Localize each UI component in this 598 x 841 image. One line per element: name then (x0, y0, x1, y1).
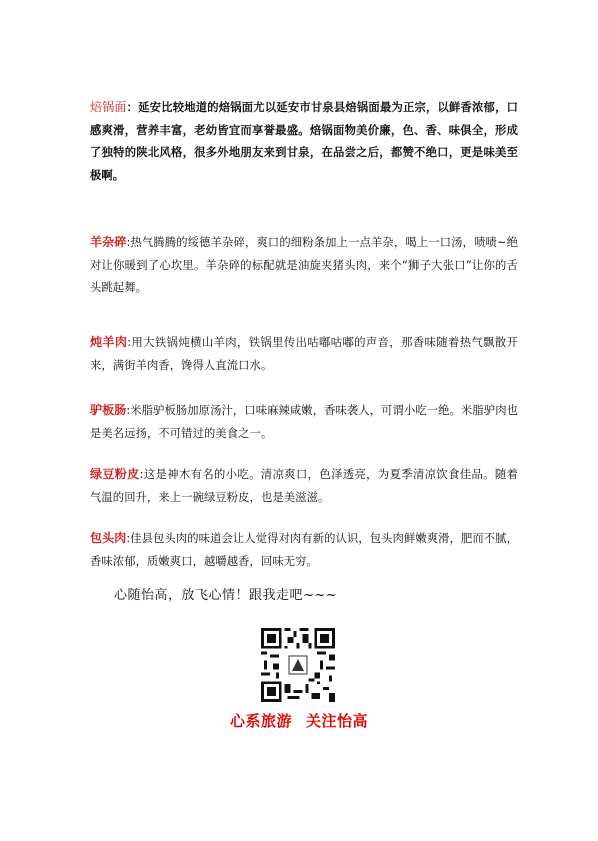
food-name: 羊杂碎 (90, 235, 127, 249)
food-description: 米脂驴板肠加原汤汁，口味麻辣咸嫩，香味袭人，可谓小吃一绝。米脂驴肉也是美名远扬，不可错过的美食之一。 (90, 404, 518, 440)
separator: : (126, 404, 131, 417)
closing-line: 心随怡高，放飞心情！跟我走吧~~~ (114, 588, 338, 603)
food-name: 炖羊肉 (90, 335, 128, 349)
food-name: 绿豆粉皮 (90, 467, 140, 481)
slogan-left: 心系旅游 (229, 712, 292, 730)
food-entry-yangzasui (90, 231, 518, 300)
food-entry-lubanchang (90, 399, 518, 445)
food-description: 用大铁锅炖横山羊肉，铁锅里传出咕嘟咕嘟的声音，那香味随着热气飘散开来，满街羊肉香，馋得人直流口水。 (90, 336, 518, 372)
food-name: 驴板肠 (90, 403, 127, 417)
food-description: 热气腾腾的绥德羊杂碎，爽口的细粉条加上一点羊杂，喝上一口汤，啧啧~绝对让你暖到了心坎里。羊杂碎的标配就是油旋夹猪头肉，来个“狮子大张口”让你的舌头跳起舞。 (90, 236, 518, 294)
separator: : (126, 532, 131, 545)
food-entry-lvdoufenpi (90, 463, 518, 509)
food-description: 延安比较地道的焙锅面尤以延安市甘泉县焙锅面最为正宗，以鲜香浓郁，口感爽滑，营养丰富，老幼皆宜而享誉最盛。焙锅面物美价廉，色、香、味俱全，形成了独特的陕北风格，很多外地朋友来到甘泉，在品尝之后，都赞不绝口，更是味美至极啊。 (90, 101, 518, 182)
footer-slogan (0, 710, 598, 731)
food-entry-baotourou (90, 527, 518, 573)
food-name: 焙锅面 (90, 100, 127, 114)
qr-code-icon (261, 628, 335, 702)
food-entry-dunyangrou (90, 331, 518, 377)
food-description: 佳县包头肉的味道会让人觉得对肉有新的认识，包头肉鲜嫩爽滑，肥而不腻，香味浓郁，质嫩爽口，越嚼越香，回味无穷。 (90, 532, 518, 568)
separator: : (139, 468, 144, 481)
slogan-right: 关注怡高 (306, 712, 369, 730)
food-name: 包头肉 (90, 531, 127, 545)
separator: : (127, 336, 132, 349)
food-entry-guoguomian (90, 96, 518, 187)
separator: ： (126, 101, 139, 114)
separator: : (126, 236, 131, 249)
food-description: 这是神木有名的小吃。清凉爽口，色泽透亮，为夏季清凉饮食佳品。随着气温的回升，来上一碗绿豆粉皮，也是美滋滋。 (90, 468, 518, 504)
